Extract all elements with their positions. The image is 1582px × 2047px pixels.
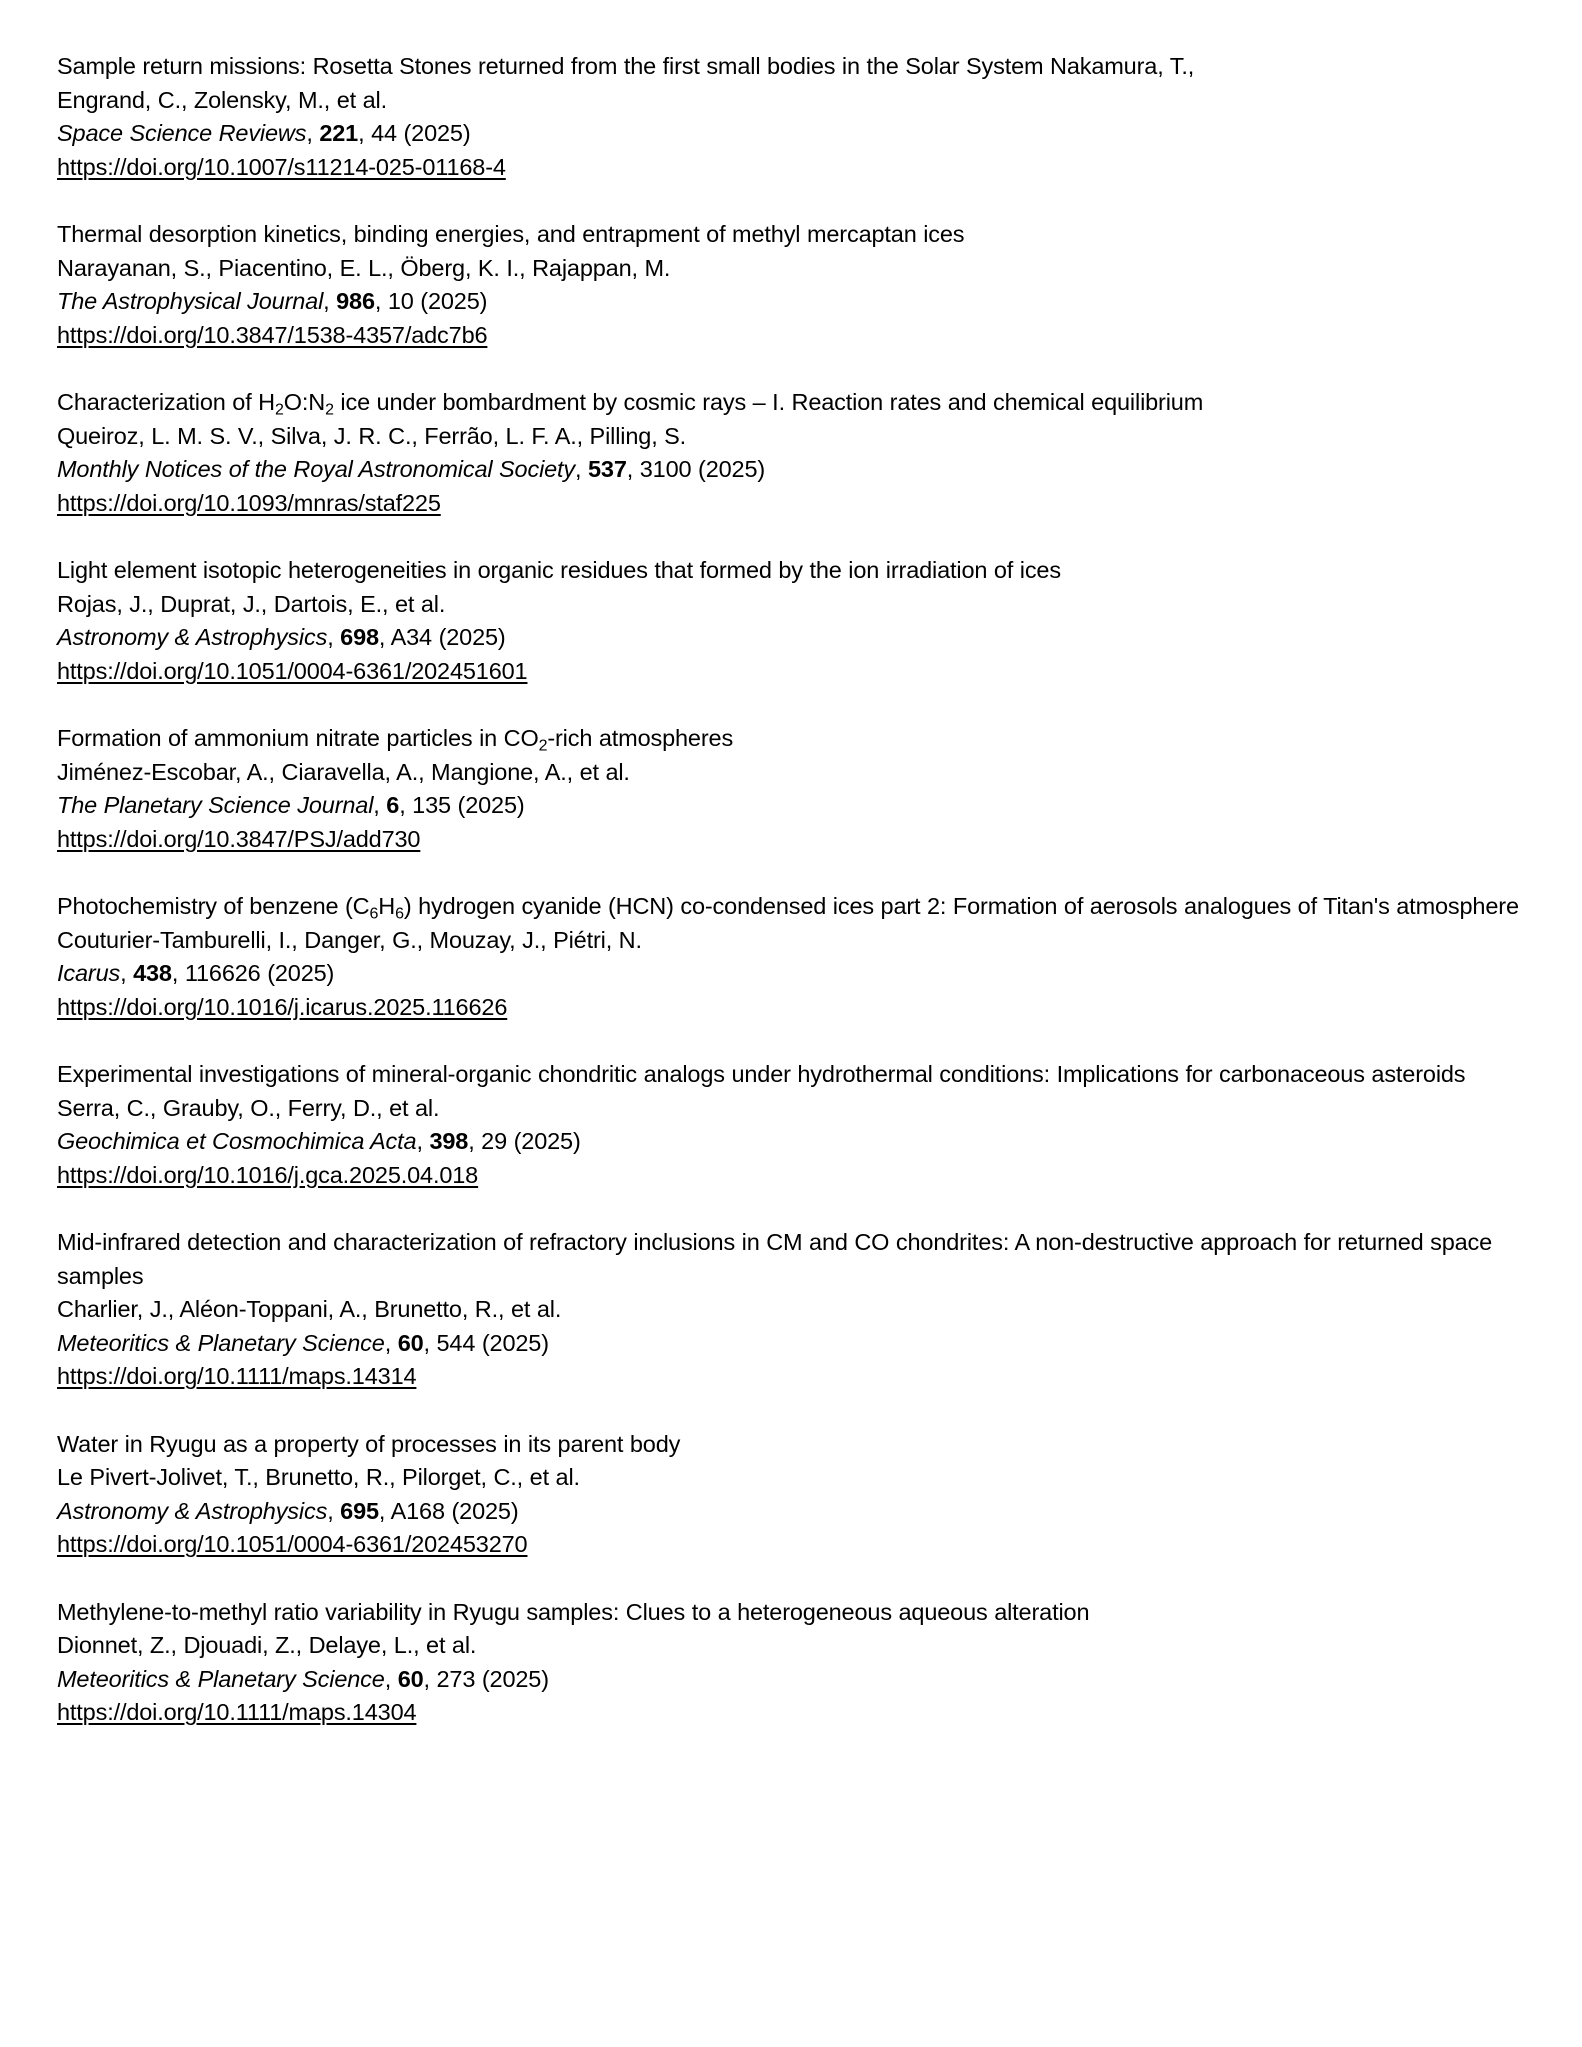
reference-journal: Astronomy & Astrophysics, 698, A34 (2025): [57, 624, 506, 650]
reference-journal: Space Science Reviews, 221, 44 (2025): [57, 120, 471, 146]
journal-year: (2025): [698, 456, 766, 482]
reference-entry: [57, 722, 1520, 856]
reference-journal: Meteoritics & Planetary Science, 60, 544 (2025): [57, 1329, 549, 1356]
reference-title: Formation of ammonium nitrate particles in $CO_2$-rich atmospheres: [57, 725, 734, 755]
journal-pages: 29: [481, 1128, 508, 1154]
journal-volume: 698: [340, 624, 379, 650]
journal-pages: A34: [390, 624, 432, 650]
reference-list: [57, 50, 1520, 1730]
reference-authors: Le Pivert-Jolivet, T., Brunetto, R., Pilorget, C., et al.: [57, 1464, 580, 1490]
journal-year: (2025): [267, 960, 335, 986]
doi-link[interactable]: https://doi.org/10.1016/j.icarus.2025.116626: [57, 993, 508, 1020]
journal-pages: 116626: [184, 960, 261, 986]
reference-doi-line: [57, 655, 1520, 689]
reference-entry: [57, 890, 1520, 1024]
journal-volume: 60: [397, 1665, 424, 1692]
reference-authors: Charlier, J., Aléon-Toppani, A., Brunetto, R., et al.: [57, 1296, 562, 1322]
journal-volume: 986: [336, 288, 375, 314]
reference-entry: [57, 50, 1520, 184]
journal-name: Space Science Reviews: [57, 120, 307, 146]
reference-title: Experimental investigations of mineral-organic chondritic analogs under hydrothermal conditions: Implications for carbonaceous asteroids: [57, 1061, 1466, 1087]
reference-entry: [57, 1596, 1520, 1730]
reference-doi-line: [57, 487, 1520, 521]
doi-link[interactable]: https://doi.org/10.1051/0004-6361/202451601: [57, 657, 528, 684]
reference-doi-line: [57, 1159, 1520, 1193]
doi-link[interactable]: https://doi.org/10.1111/maps.14304: [57, 1699, 417, 1725]
journal-name: The Planetary Science Journal: [57, 792, 374, 818]
journal-pages: 273: [436, 1665, 476, 1692]
journal-volume: 537: [588, 456, 627, 482]
reference-entry: [57, 554, 1520, 688]
reference-title: Photochemistry of benzene $(C_6H_6)$ hydrogen cyanide (HCN) co-condensed ices part 2: Formation of aerosols analogues of Titan's atmosphere: [57, 893, 1519, 923]
journal-year: (2025): [481, 1329, 549, 1356]
journal-year: (2025): [513, 1128, 581, 1154]
journal-name: Meteoritics & Planetary Science: [57, 1665, 385, 1692]
reference-authors: Engrand, C., Zolensky, M., et al.: [57, 86, 387, 113]
doi-link[interactable]: https://doi.org/10.1093/mnras/staf225: [57, 489, 441, 516]
reference-entry: [57, 218, 1520, 352]
reference-doi-line: [57, 1360, 1520, 1394]
reference-title: Characterization of $H_2O:N_2$ ice under bombardment by cosmic rays – I. Reaction rates and chemical equilibrium: [57, 389, 1204, 419]
journal-name: The Astrophysical Journal: [57, 288, 324, 314]
reference-entry: [57, 386, 1520, 520]
doi-link[interactable]: https://doi.org/10.1016/j.gca.2025.04.018: [57, 1161, 479, 1188]
reference-journal: Meteoritics & Planetary Science, 60, 273 (2025): [57, 1665, 549, 1692]
journal-name: Icarus: [57, 960, 121, 986]
journal-name: Astronomy & Astrophysics: [57, 624, 328, 650]
doi-link[interactable]: https://doi.org/10.1007/s11214-025-01168-4: [57, 153, 506, 180]
journal-year: (2025): [403, 120, 471, 146]
journal-volume: 6: [386, 792, 400, 818]
journal-year: (2025): [438, 624, 506, 650]
reference-authors: Dionnet, Z., Djouadi, Z., Delaye, L., et al.: [57, 1632, 477, 1658]
journal-volume: 398: [429, 1128, 469, 1154]
reference-doi-line: [57, 1696, 1520, 1730]
reference-authors: Couturier-Tamburelli, I., Danger, G., Mouzay, J., Piétri, N.: [57, 926, 642, 953]
journal-name: Astronomy & Astrophysics: [57, 1497, 328, 1524]
journal-pages: 44: [371, 120, 397, 146]
reference-doi-line: [57, 151, 1520, 185]
journal-pages: 10: [387, 288, 414, 314]
journal-name: Geochimica et Cosmochimica Acta: [57, 1128, 417, 1154]
journal-year: (2025): [481, 1665, 549, 1692]
reference-doi-line: [57, 319, 1520, 353]
journal-name: Meteoritics & Planetary Science: [57, 1329, 385, 1356]
journal-volume: 438: [133, 960, 172, 986]
doi-link[interactable]: https://doi.org/10.3847/1538-4357/adc7b6: [57, 321, 488, 348]
journal-volume: 221: [319, 120, 359, 146]
reference-authors: Narayanan, S., Piacentino, E. L., Öberg, K. I., Rajappan, M.: [57, 254, 671, 281]
reference-authors: Serra, C., Grauby, O., Ferry, D., et al.: [57, 1094, 440, 1121]
reference-journal: Geochimica et Cosmochimica Acta, 398, 29 (2025): [57, 1128, 581, 1154]
reference-journal: Icarus, 438, 116626 (2025): [57, 960, 335, 986]
reference-title: Water in Ryugu as a property of processes in its parent body: [57, 1430, 681, 1457]
reference-title: Sample return missions: Rosetta Stones returned from the first small bodies in the Solar System Nakamura, T.,: [57, 53, 1195, 79]
reference-journal: Monthly Notices of the Royal Astronomical Society, 537, 3100 (2025): [57, 456, 766, 482]
journal-volume: 695: [340, 1497, 379, 1524]
reference-doi-line: [57, 991, 1520, 1025]
journal-year: (2025): [420, 288, 488, 314]
reference-title: Thermal desorption kinetics, binding energies, and entrapment of methyl mercaptan ices: [57, 221, 965, 247]
doi-link[interactable]: https://doi.org/10.3847/PSJ/add730: [57, 825, 421, 852]
journal-year: (2025): [451, 1497, 519, 1524]
journal-pages: A168: [390, 1497, 445, 1524]
doi-link[interactable]: https://doi.org/10.1111/maps.14314: [57, 1363, 417, 1389]
reference-title: Mid-infrared detection and characterization of refractory inclusions in CM and CO chondrites: A non-destructive approach for returned space samples: [57, 1229, 1493, 1289]
reference-authors: Rojas, J., Duprat, J., Dartois, E., et al.: [57, 590, 446, 617]
reference-entry: [57, 1428, 1520, 1562]
reference-title: Light element isotopic heterogeneities in organic residues that formed by the ion irradiation of ices: [57, 557, 1061, 583]
reference-entry: [57, 1058, 1520, 1192]
reference-journal: The Planetary Science Journal, 6, 135 (2025): [57, 792, 525, 818]
journal-pages: 135: [412, 792, 451, 818]
journal-pages: 544: [436, 1329, 476, 1356]
doi-link[interactable]: https://doi.org/10.1051/0004-6361/202453270: [57, 1531, 528, 1557]
reference-journal: Astronomy & Astrophysics, 695, A168 (2025): [57, 1497, 519, 1524]
journal-volume: 60: [397, 1329, 424, 1356]
reference-doi-line: [57, 1528, 1520, 1562]
reference-authors: Jiménez-Escobar, A., Ciaravella, A., Mangione, A., et al.: [57, 758, 630, 785]
reference-authors: Queiroz, L. M. S. V., Silva, J. R. C., Ferrão, L. F. A., Pilling, S.: [57, 422, 687, 449]
journal-pages: 3100: [639, 456, 692, 482]
reference-journal: The Astrophysical Journal, 986, 10 (2025): [57, 288, 488, 314]
reference-entry: [57, 1226, 1520, 1394]
journal-year: (2025): [457, 792, 525, 818]
journal-name: Monthly Notices of the Royal Astronomical Society: [57, 456, 576, 482]
reference-doi-line: [57, 823, 1520, 857]
reference-title: Methylene-to-methyl ratio variability in Ryugu samples: Clues to a heterogeneous aqueous alteration: [57, 1598, 1090, 1625]
